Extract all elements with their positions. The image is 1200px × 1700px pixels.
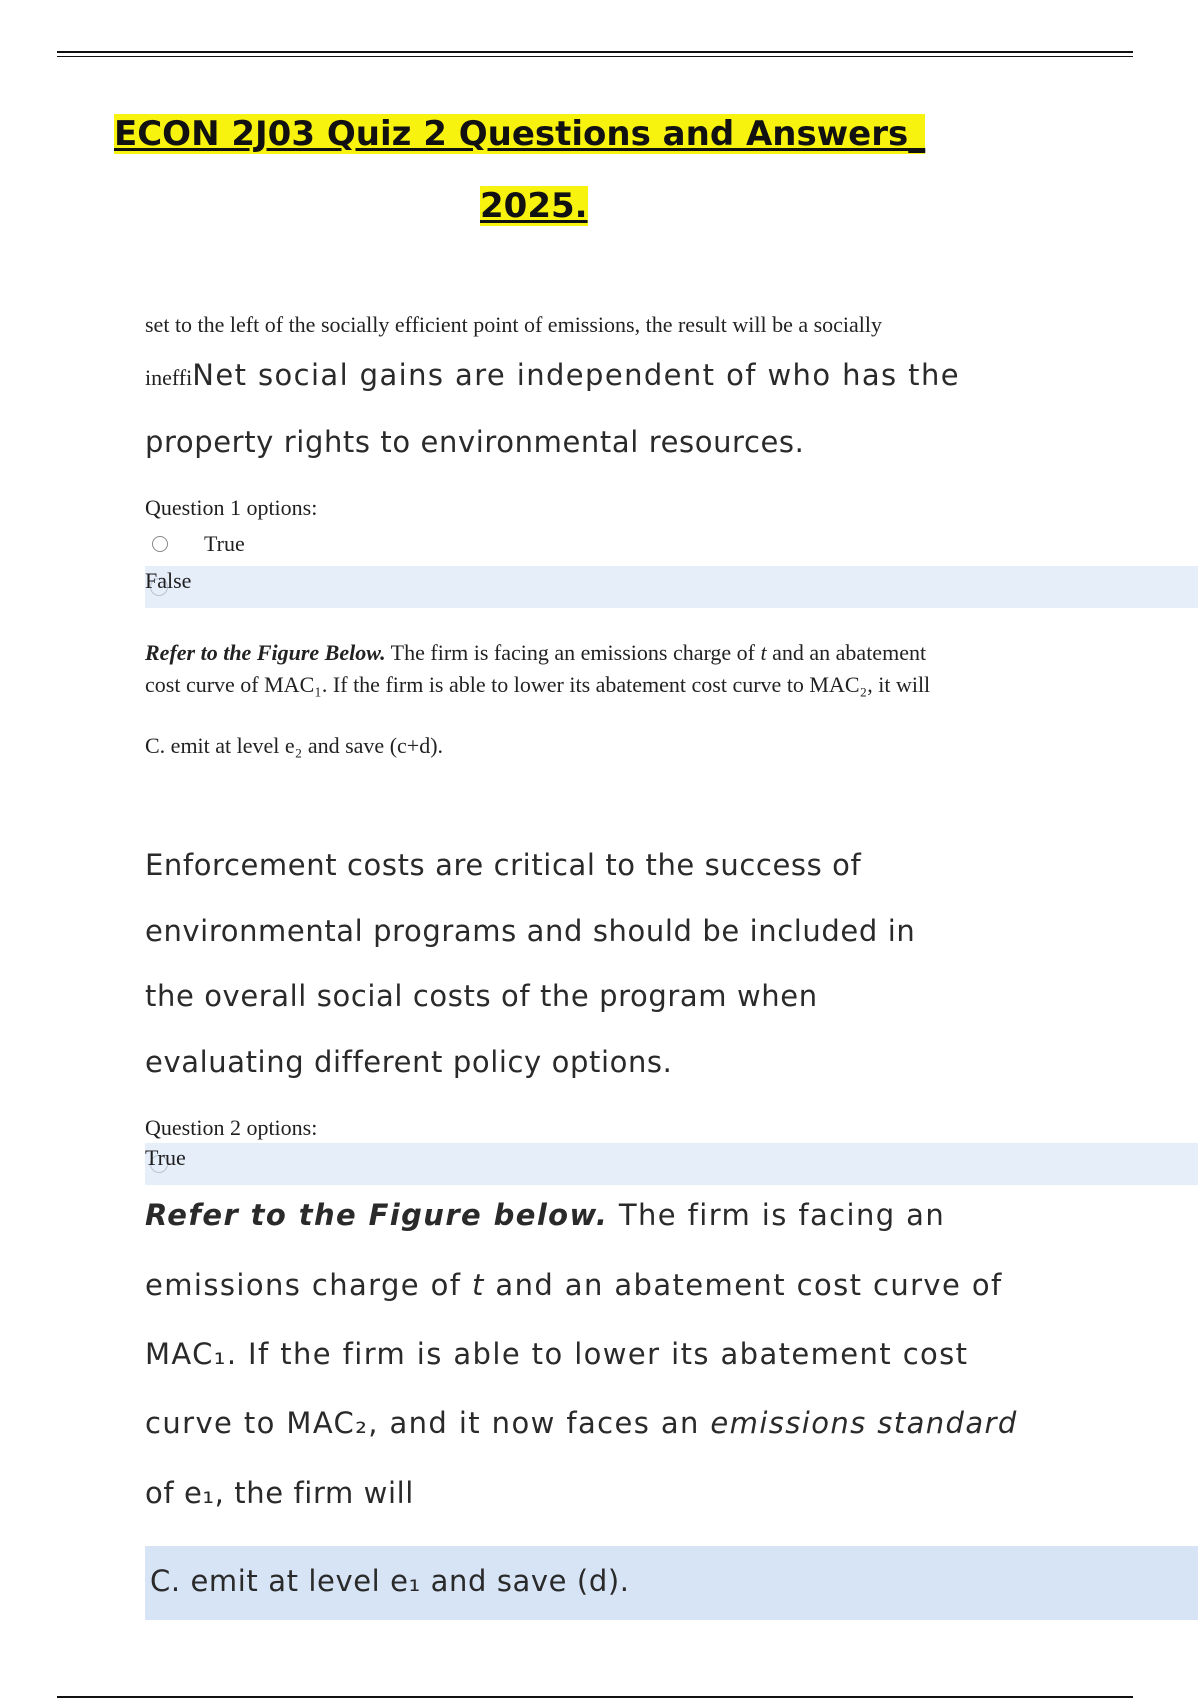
q2-text-line3: the overall social costs of the program when	[145, 979, 818, 1013]
figure-q2-line2: emissions charge of t and an abatement cost curve of	[145, 1268, 1003, 1302]
figure-q2-line5: of e₁, the firm will	[145, 1476, 414, 1510]
figure-q1-line1: Refer to the Figure Below. The firm is facing an emissions charge of t and an abatement	[145, 640, 927, 665]
document-title-year: 2025.	[480, 186, 588, 226]
q1-overlap-prefix: ineffi	[145, 365, 193, 390]
figure-q2-line3: MAC₁. If the firm is able to lower its abatement cost	[145, 1337, 969, 1371]
q2-option-true: True	[145, 1145, 186, 1170]
document-title: ECON 2J03 Quiz 2 Questions and Answers_	[114, 114, 926, 154]
q2-text-line4: evaluating different policy options.	[145, 1045, 673, 1079]
top-rule	[57, 51, 1133, 53]
q2-options-label: Question 2 options:	[145, 1115, 318, 1140]
q1-option-false-row[interactable]	[145, 566, 1198, 608]
q2-text-line2: environmental programs and should be included in	[145, 914, 916, 948]
q1-text-line1: Net social gains are independent of who has the	[192, 358, 960, 392]
top-rule-thin	[57, 56, 1133, 57]
figure-q2-answer-box	[145, 1546, 1198, 1620]
q1-question	[145, 358, 960, 392]
figure-q2-answer: C. emit at level e₁ and save (d).	[150, 1564, 630, 1598]
bottom-rule	[57, 1696, 1133, 1698]
figure-q2-lead: Refer to the Figure below.	[145, 1198, 609, 1232]
figure-q1-lead: Refer to the Figure Below.	[145, 640, 386, 665]
q1-options-label: Question 1 options:	[145, 495, 318, 520]
q1-fragment-text: set to the left of the socially efficient point of emissions, the result will be a socially	[145, 312, 883, 337]
figure-q2-line1: Refer to the Figure below. The firm is facing an	[145, 1198, 946, 1232]
q1-option-false: False	[145, 568, 192, 593]
figure-q1-line2: cost curve of MAC₁. If the firm is able to lower its abatement cost curve to MAC₂, it will	[145, 672, 931, 697]
q1-text-line2: property rights to environmental resources.	[145, 425, 805, 459]
q1-option-true[interactable]: True	[204, 531, 245, 556]
q2-text-line1: Enforcement costs are critical to the success of	[145, 848, 862, 882]
q2-option-true-row[interactable]	[145, 1143, 1198, 1185]
figure-q2-line4: curve to MAC₂, and it now faces an emissions standard	[145, 1406, 1018, 1440]
figure-q1-answer: C. emit at level e₂ and save (c+d).	[145, 733, 444, 758]
radio-icon[interactable]	[152, 536, 168, 552]
